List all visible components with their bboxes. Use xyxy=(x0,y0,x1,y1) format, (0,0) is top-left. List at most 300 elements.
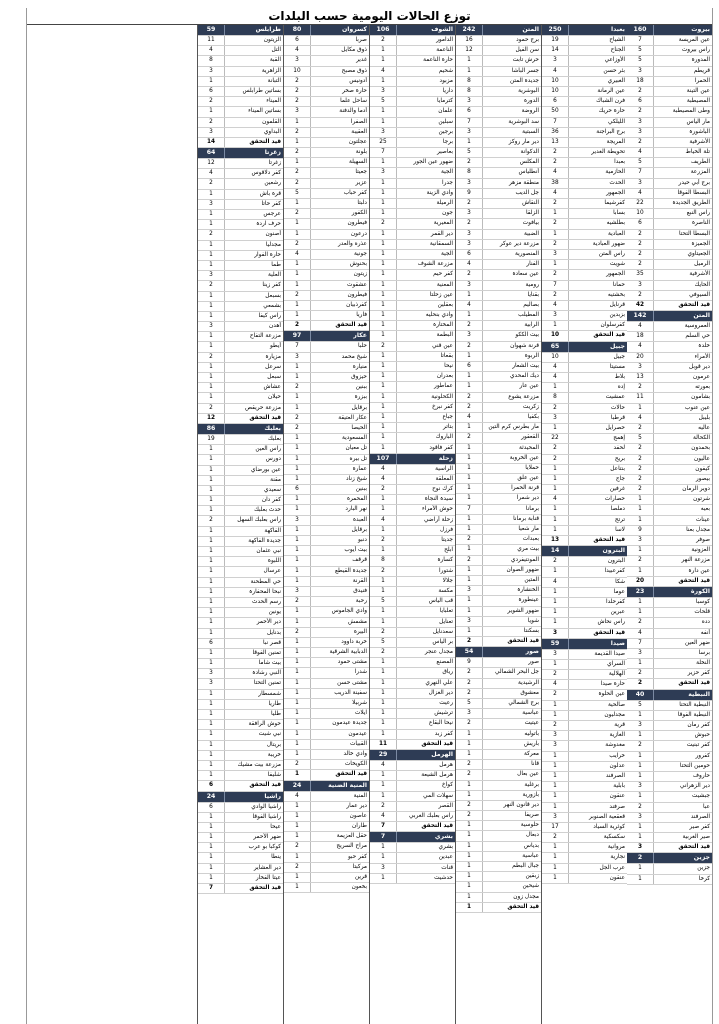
case-count: 3 xyxy=(627,813,654,822)
town-name: قيد التحقق xyxy=(507,903,539,910)
town-row xyxy=(284,97,369,107)
town-row xyxy=(627,711,712,721)
town-row xyxy=(198,598,283,608)
town-name: دوير الرمان xyxy=(682,486,710,493)
district-total: 59 xyxy=(542,639,569,649)
town-row xyxy=(542,475,627,485)
town-row xyxy=(456,781,541,791)
town-row xyxy=(370,352,455,362)
town-name: تحويطة الغدير xyxy=(591,149,625,156)
case-count: 3 xyxy=(284,56,311,65)
town-name: الحازمية xyxy=(605,169,625,176)
case-count: 1 xyxy=(198,710,225,719)
town-name: كواخ xyxy=(441,782,453,789)
case-count: 1 xyxy=(284,648,311,657)
town-row xyxy=(456,740,541,750)
town-row xyxy=(370,597,455,607)
town-row xyxy=(370,321,455,331)
town-row xyxy=(542,567,627,577)
town-row xyxy=(198,833,283,843)
town-name: دملصا xyxy=(610,506,625,513)
town-row xyxy=(198,414,283,424)
town-name: إهمج xyxy=(613,435,625,442)
town-row xyxy=(198,383,283,393)
town-row xyxy=(456,342,541,352)
case-count: 1 xyxy=(370,546,397,555)
district-total: 59 xyxy=(198,25,225,35)
case-count: 9 xyxy=(456,189,483,198)
case-count: 2 xyxy=(456,535,483,544)
town-name: حلوسية xyxy=(520,822,539,829)
case-count: 1 xyxy=(456,842,483,851)
town-row xyxy=(627,649,712,659)
town-name: دير القمر xyxy=(430,230,453,237)
case-count: 6 xyxy=(542,97,569,106)
town-name: بيت شاما xyxy=(258,660,281,667)
town-name: البسطا التحتا xyxy=(678,230,710,237)
case-count: 1 xyxy=(284,230,311,239)
town-row xyxy=(456,596,541,606)
town-row xyxy=(370,864,455,874)
case-count: 2 xyxy=(627,455,654,464)
case-count: 1 xyxy=(542,762,569,771)
town-name: الكحالة xyxy=(693,435,710,442)
town-row xyxy=(284,67,369,77)
case-count: 3 xyxy=(456,230,483,239)
town-row xyxy=(627,752,712,762)
town-row xyxy=(284,230,369,240)
case-count: 1 xyxy=(627,505,654,514)
case-count: 4 xyxy=(542,495,569,504)
town-name: النقاش xyxy=(522,200,539,206)
town-row xyxy=(542,56,627,66)
district-header-row xyxy=(627,587,712,598)
case-count: 2 xyxy=(627,240,654,249)
town-row xyxy=(370,505,455,515)
case-count: 7 xyxy=(370,148,397,157)
town-name: ببنين xyxy=(355,486,367,493)
town-row xyxy=(284,301,369,311)
town-name: جلالا xyxy=(442,577,453,584)
town-row xyxy=(284,189,369,199)
case-count: 1 xyxy=(542,874,569,883)
town-row xyxy=(370,495,455,505)
town-name: كفرور xyxy=(695,752,710,759)
town-row xyxy=(284,455,369,465)
town-name: خريبة xyxy=(267,751,281,758)
town-name: مزرعة حريقص xyxy=(245,404,281,411)
town-row xyxy=(542,762,627,772)
case-count: 2 xyxy=(542,670,569,679)
town-name: قرنة شهوان xyxy=(510,342,539,349)
case-count: 3 xyxy=(627,363,654,372)
case-count: 1 xyxy=(370,189,397,198)
case-count: 1 xyxy=(198,445,225,454)
town-row xyxy=(542,393,627,403)
town-name: العبادية xyxy=(608,230,625,237)
town-row xyxy=(456,576,541,586)
town-row xyxy=(284,536,369,546)
town-row xyxy=(627,322,712,332)
town-name: مجدليون xyxy=(604,711,625,718)
town-name: الزلقا xyxy=(525,210,539,217)
town-name: منيارة xyxy=(352,363,367,370)
case-count: 1 xyxy=(370,709,397,718)
town-row xyxy=(627,46,712,56)
town-name: عمارة xyxy=(352,465,367,472)
case-count: 1 xyxy=(542,660,569,669)
town-name: قب الياس xyxy=(428,598,453,605)
town-name: عيتيت xyxy=(524,720,539,727)
case-count: 5 xyxy=(627,701,654,710)
town-row xyxy=(198,618,283,628)
town-name: قيد التحقق xyxy=(593,332,625,339)
town-row xyxy=(198,455,283,465)
case-count: 3 xyxy=(284,353,311,362)
case-count: 1 xyxy=(370,403,397,412)
town-row xyxy=(370,668,455,678)
town-name: حبوش xyxy=(694,732,710,739)
case-count: 1 xyxy=(542,465,569,474)
town-name: ساحل علما xyxy=(340,98,367,105)
town-name: دير مار روكز xyxy=(508,138,539,145)
case-count: 3 xyxy=(627,536,654,545)
case-count: 2 xyxy=(198,353,225,362)
case-count: 2 xyxy=(542,833,569,842)
town-name: مزيارة xyxy=(265,353,281,360)
district-name: عكار xyxy=(353,332,367,340)
town-name: المكلس xyxy=(519,159,539,166)
case-count: 2 xyxy=(284,77,311,86)
case-count: 1 xyxy=(456,781,483,790)
district-header-row xyxy=(456,25,541,36)
case-count: 1 xyxy=(370,118,397,127)
case-count: 3 xyxy=(542,813,569,822)
town-row xyxy=(456,862,541,872)
case-count: 1 xyxy=(370,301,397,310)
town-name: أدونيس xyxy=(349,77,367,84)
town-row xyxy=(370,587,455,597)
town-name: صوفر xyxy=(696,537,710,543)
town-name: قيد التحقق xyxy=(593,537,625,543)
town-name: المختارة xyxy=(433,322,453,329)
town-name: الدبابية الشرقية xyxy=(329,649,367,656)
town-row xyxy=(284,740,369,750)
case-count: 1 xyxy=(370,291,397,300)
town-row xyxy=(542,701,627,711)
case-count: 3 xyxy=(542,56,569,65)
town-row xyxy=(284,363,369,373)
case-count: 1 xyxy=(542,383,569,392)
town-name: كفر زينا xyxy=(262,282,281,289)
town-row xyxy=(456,505,541,515)
town-name: علي النهري xyxy=(425,679,453,686)
town-row xyxy=(456,158,541,168)
town-row xyxy=(627,230,712,240)
case-count: 2 xyxy=(456,637,483,646)
case-count: 16 xyxy=(456,36,483,45)
case-count: 1 xyxy=(370,382,397,391)
case-count: 2 xyxy=(627,230,654,239)
town-name: بشامون xyxy=(691,394,710,401)
town-row xyxy=(456,97,541,107)
town-row xyxy=(456,36,541,46)
town-name: معركة xyxy=(524,750,539,757)
town-name: نيحا xyxy=(444,363,453,369)
town-row xyxy=(198,588,283,598)
town-row xyxy=(198,332,283,342)
town-row xyxy=(627,618,712,628)
case-count: 2 xyxy=(627,260,654,269)
town-name: كفر رمان xyxy=(687,722,710,728)
town-row xyxy=(198,220,283,230)
case-count: 1 xyxy=(370,607,397,616)
case-count: 12 xyxy=(198,414,225,423)
town-name: السيوفي xyxy=(689,291,710,298)
town-row xyxy=(284,709,369,719)
case-count: 2 xyxy=(542,158,569,167)
town-row xyxy=(542,853,627,863)
case-count: 1 xyxy=(198,332,225,341)
district-column xyxy=(369,25,455,1024)
town-name: مزرعة دير عوكر xyxy=(499,240,539,247)
town-name: ضهور العبادية xyxy=(592,240,625,247)
town-row xyxy=(198,466,283,476)
town-name: الصفرا xyxy=(350,118,367,125)
town-row xyxy=(456,719,541,729)
town-name: قنابة برمانا xyxy=(513,515,539,522)
town-row xyxy=(198,496,283,506)
town-row xyxy=(370,311,455,321)
town-row xyxy=(198,771,283,781)
case-count: 1 xyxy=(370,792,397,801)
case-count: 17 xyxy=(542,823,569,832)
case-count: 1 xyxy=(284,393,311,402)
town-row xyxy=(542,721,627,731)
town-name: بسبعل xyxy=(265,292,281,299)
case-count: 2 xyxy=(370,485,397,494)
case-count: 1 xyxy=(370,372,397,381)
case-count: 42 xyxy=(627,301,654,310)
town-row xyxy=(542,670,627,680)
case-count: 3 xyxy=(456,209,483,218)
town-name: كرك نوح xyxy=(432,486,453,493)
case-count: 1 xyxy=(284,679,311,688)
town-row xyxy=(627,659,712,669)
town-row xyxy=(370,638,455,648)
town-name: دلبتا xyxy=(357,200,367,206)
town-name: جبيل xyxy=(613,353,625,360)
case-count: 1 xyxy=(198,77,225,86)
town-name: بيصور xyxy=(695,475,710,482)
town-row xyxy=(456,484,541,494)
town-row xyxy=(284,434,369,444)
town-row xyxy=(456,372,541,382)
town-name: زيتون xyxy=(353,271,367,278)
town-name: قيد التحقق xyxy=(593,629,625,636)
town-row xyxy=(542,404,627,414)
case-count: 1 xyxy=(370,505,397,514)
town-name: مروانية xyxy=(607,844,625,851)
town-name: صرفند xyxy=(609,803,625,810)
town-row xyxy=(284,822,369,832)
town-name: الناصرة xyxy=(691,220,710,227)
case-count: 1 xyxy=(456,494,483,503)
town-name: جاج xyxy=(615,475,625,482)
town-row xyxy=(198,169,283,179)
town-row xyxy=(542,230,627,240)
town-row xyxy=(198,435,283,445)
case-count: 5 xyxy=(627,158,654,167)
town-row xyxy=(627,803,712,813)
town-row xyxy=(370,719,455,729)
town-row xyxy=(456,87,541,97)
case-count: 3 xyxy=(542,650,569,659)
town-name: سبعل xyxy=(267,374,281,380)
case-count: 1 xyxy=(456,67,483,76)
town-name: حارة صيدا xyxy=(600,681,625,688)
town-name: راس بيروت xyxy=(681,47,710,54)
town-row xyxy=(627,701,712,711)
case-count: 3 xyxy=(542,414,569,423)
town-row xyxy=(284,87,369,97)
town-row xyxy=(627,833,712,843)
town-row xyxy=(542,536,627,546)
town-name: إده xyxy=(617,384,625,391)
case-count: 3 xyxy=(456,97,483,106)
town-name: بساتين الميناء xyxy=(248,108,281,115)
town-row xyxy=(198,741,283,751)
town-name: شيحين xyxy=(522,883,539,890)
town-row xyxy=(542,588,627,598)
town-row xyxy=(542,557,627,567)
town-name: ضهور عين الجور xyxy=(413,159,453,166)
case-count: 1 xyxy=(198,373,225,382)
town-name: جزين xyxy=(697,865,710,872)
town-row xyxy=(456,270,541,280)
town-name: الجناح xyxy=(610,47,625,54)
town-row xyxy=(542,138,627,148)
town-row xyxy=(198,679,283,689)
town-row xyxy=(627,77,712,87)
town-name: السهيلة xyxy=(349,159,367,166)
town-row xyxy=(456,454,541,464)
case-count: 1 xyxy=(198,649,225,658)
district-header-row xyxy=(284,25,369,36)
town-row xyxy=(456,699,541,709)
town-row xyxy=(456,852,541,862)
town-row xyxy=(370,444,455,454)
town-row xyxy=(627,875,712,885)
town-name: عبرين xyxy=(610,609,625,616)
case-count: 2 xyxy=(198,516,225,525)
town-name: عيتا الفخار xyxy=(255,874,281,881)
town-name: عكار العتيقة xyxy=(338,414,367,421)
town-name: السراي xyxy=(607,660,625,667)
town-row xyxy=(456,291,541,301)
case-count: 2 xyxy=(456,270,483,279)
town-row xyxy=(542,803,627,813)
case-count: 1 xyxy=(198,853,225,862)
case-count: 1 xyxy=(370,495,397,504)
town-row xyxy=(198,730,283,740)
town-row xyxy=(456,750,541,760)
district-name: بيروت xyxy=(691,26,710,33)
town-row xyxy=(542,270,627,280)
case-count: 1 xyxy=(456,454,483,463)
town-row xyxy=(370,331,455,341)
district-total: 86 xyxy=(198,424,225,434)
town-name: راس بعلبك السهل xyxy=(237,517,281,524)
case-count: 7 xyxy=(542,118,569,127)
case-count: 1 xyxy=(370,577,397,586)
case-count: 1 xyxy=(284,270,311,279)
case-count: 1 xyxy=(370,331,397,340)
case-count: 14 xyxy=(198,138,225,147)
town-name: الجمهور xyxy=(606,271,625,278)
town-name: غدير xyxy=(356,57,367,64)
town-name: الجية xyxy=(441,250,453,257)
town-row xyxy=(198,271,283,281)
town-row xyxy=(456,56,541,66)
town-row xyxy=(627,158,712,168)
town-name: حارة حريك xyxy=(598,108,625,115)
case-count: 4 xyxy=(627,322,654,331)
town-row xyxy=(198,138,283,148)
case-count: 1 xyxy=(627,516,654,525)
town-name: شمسطار xyxy=(258,690,281,697)
case-count: 4 xyxy=(370,67,397,76)
town-name: قلحات xyxy=(694,609,710,616)
town-row xyxy=(627,731,712,741)
town-name: الكحلونية xyxy=(431,393,453,400)
case-count: 1 xyxy=(370,209,397,218)
district-total: 242 xyxy=(456,25,483,35)
town-row xyxy=(284,77,369,87)
case-count: 1 xyxy=(198,383,225,392)
case-count: 3 xyxy=(370,168,397,177)
town-row xyxy=(542,219,627,229)
town-name: بلاط xyxy=(614,374,625,380)
town-name: الدورة xyxy=(523,98,539,105)
town-name: الناعمة xyxy=(436,47,453,54)
town-name: مراح السريج xyxy=(336,843,367,850)
town-name: بخعون xyxy=(351,884,367,891)
case-count: 9 xyxy=(627,526,654,535)
town-name: بعقلين xyxy=(437,301,453,308)
case-count: 7 xyxy=(542,281,569,290)
town-row xyxy=(370,209,455,219)
town-name: مزرعة بيت مشيك xyxy=(237,761,281,768)
town-row xyxy=(284,842,369,852)
case-count: 1 xyxy=(284,699,311,708)
town-name: عاليه xyxy=(698,424,710,431)
case-count: 2 xyxy=(456,668,483,677)
case-count: 1 xyxy=(198,476,225,485)
town-name: النبطية التحتا xyxy=(679,701,710,708)
district-name: كسروان xyxy=(342,26,367,33)
case-count: 2 xyxy=(627,107,654,116)
district-total: 64 xyxy=(198,148,225,158)
case-count: 2 xyxy=(542,404,569,413)
town-name: المدورة xyxy=(691,57,710,64)
town-name: عيدمون xyxy=(348,730,367,737)
case-count: 1 xyxy=(456,730,483,739)
town-name: معشوق xyxy=(520,689,539,696)
town-name: قرة باش xyxy=(259,190,281,197)
case-count: 6 xyxy=(284,36,311,45)
town-name: عبا xyxy=(703,803,710,810)
